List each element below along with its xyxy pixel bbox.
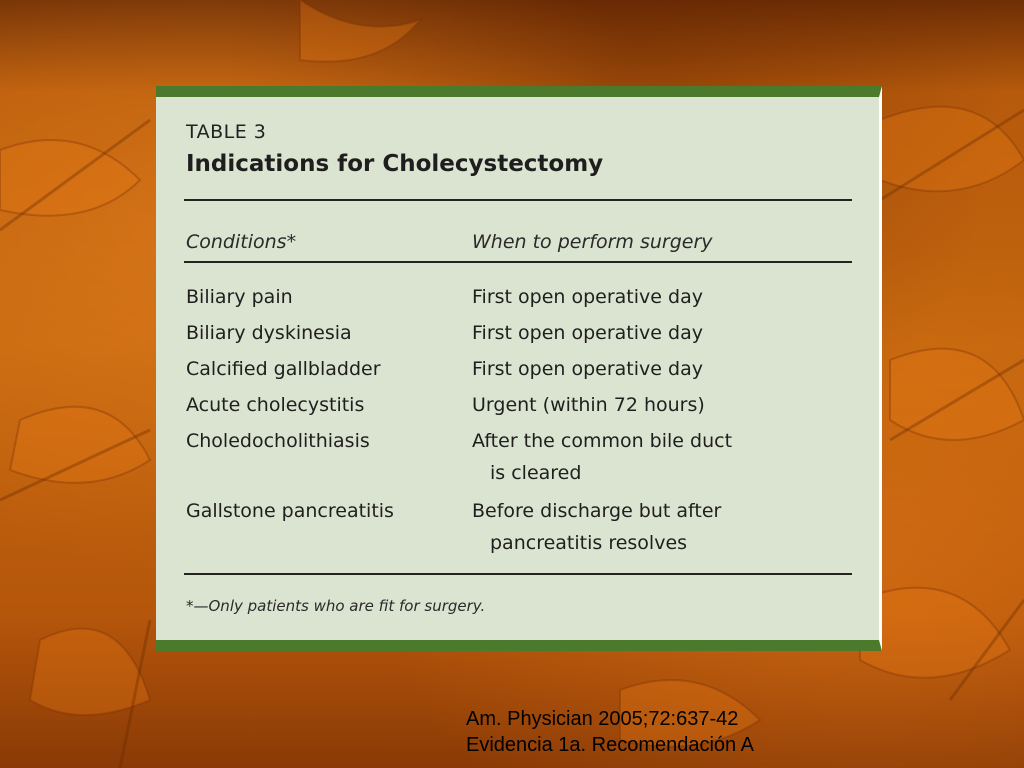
row-condition: Calcified gallbladder bbox=[186, 358, 381, 380]
row-when bbox=[472, 425, 732, 489]
row-when bbox=[472, 495, 721, 559]
row-when-line2: is cleared bbox=[490, 462, 582, 484]
row-condition: Acute cholecystitis bbox=[186, 394, 365, 416]
row-when-line2: pancreatitis resolves bbox=[490, 532, 688, 554]
header-rule bbox=[184, 261, 852, 263]
table-number: TABLE 3 bbox=[186, 121, 267, 143]
row-when: Urgent (within 72 hours) bbox=[472, 394, 705, 416]
row-condition: Choledocholithiasis bbox=[186, 430, 370, 452]
row-when: First open operative day bbox=[472, 358, 703, 380]
header-conditions: Conditions* bbox=[186, 231, 297, 253]
top-rule bbox=[184, 199, 852, 201]
row-condition: Gallstone pancreatitis bbox=[186, 500, 394, 522]
citation-source: Am. Physician 2005;72:637-42 bbox=[466, 708, 739, 730]
row-when-line1: After the common bile duct bbox=[472, 430, 733, 452]
table-footnote: *—Only patients who are fit for surgery. bbox=[186, 597, 486, 615]
row-condition: Biliary dyskinesia bbox=[186, 322, 352, 344]
table-title: Indications for Cholecystectomy bbox=[186, 151, 604, 177]
row-when-line1: Before discharge but after bbox=[472, 500, 722, 522]
row-condition: Biliary pain bbox=[186, 286, 293, 308]
citation bbox=[466, 706, 754, 758]
row-when: First open operative day bbox=[472, 322, 703, 344]
citation-evidence: Evidencia 1a. Recomendación A bbox=[466, 734, 754, 756]
bottom-rule bbox=[184, 573, 852, 575]
table-image bbox=[156, 86, 882, 651]
header-when: When to perform surgery bbox=[472, 231, 713, 253]
row-when: First open operative day bbox=[472, 286, 703, 308]
